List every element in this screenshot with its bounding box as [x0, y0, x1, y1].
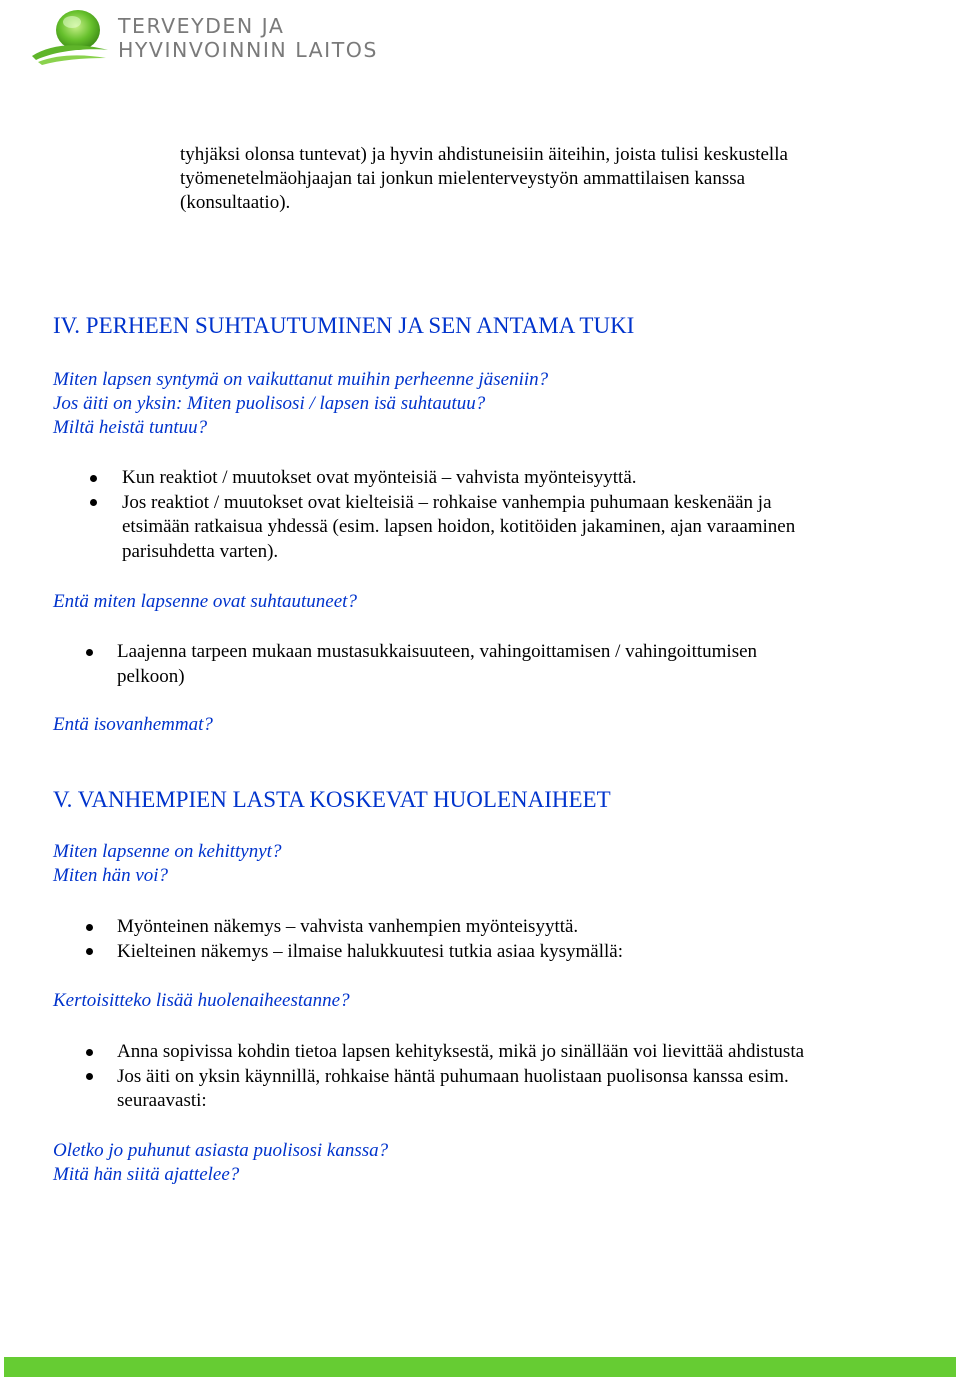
- bullet-icon: [86, 1049, 93, 1056]
- question: Kertoisitteko lisää huolenaiheestanne?: [53, 990, 350, 1011]
- bullet-icon: [86, 948, 93, 955]
- question: Jos äiti on yksin: Miten puolisosi / lapsen isä suhtautuu?: [53, 393, 486, 414]
- list-item: Jos reaktiot / muutokset ovat kielteisiä – rohkaise vanhempia puhumaan keskenään ja: [0, 491, 795, 516]
- list-item-continuation: etsimään ratkaisua yhdessä (esim. lapsen hoidon, kotitöiden jakaminen, ajan varaaminen: [122, 516, 796, 537]
- list-item: Jos äiti on yksin käynnillä, rohkaise häntä puhumaan huolistaan puolisonsa kanssa esim.: [0, 1065, 804, 1090]
- list-item: Anna sopivissa kohdin tietoa lapsen kehityksestä, mikä jo sinällään voi lievittää ahdistusta: [0, 1040, 804, 1065]
- list-item: Laajenna tarpeen mukaan mustasukkaisuuteen, vahingoittamisen / vahingoittumisen: [0, 640, 757, 665]
- question: Mitä hän siitä ajattelee?: [53, 1164, 240, 1185]
- bullet-icon: [86, 924, 93, 931]
- question: Entä miten lapsenne ovat suhtautuneet?: [53, 591, 357, 612]
- logo-text-line2: HYVINVOINNIN LAITOS: [118, 38, 378, 62]
- question: Miten lapsenne on kehittynyt?: [53, 841, 282, 862]
- intro-line: (konsultaatio).: [180, 192, 291, 213]
- list-item-continuation: parisuhdetta varten).: [122, 540, 279, 562]
- logo-leaf-icon: [28, 4, 124, 66]
- intro-line: työmenetelmäohjaajan tai jonkun mielenterveystyön ammattilaisen kanssa: [180, 168, 746, 189]
- footer-bar: [4, 1357, 956, 1377]
- bullet-list: [0, 640, 757, 689]
- section-heading-iv: IV. PERHEEN SUHTAUTUMINEN JA SEN ANTAMA TUKI: [53, 313, 635, 338]
- bullet-list: [0, 915, 623, 964]
- list-item: Myönteinen näkemys – vahvista vanhempien myönteisyyttä.: [0, 915, 623, 940]
- question: Miltä heistä tuntuu?: [53, 417, 208, 438]
- bullet-icon: [86, 1073, 93, 1080]
- list-item: Kun reaktiot / muutokset ovat myönteisiä – vahvista myönteisyyttä.: [0, 466, 795, 491]
- list-item: Kielteinen näkemys – ilmaise halukkuutesi tutkia asiaa kysymällä:: [0, 940, 623, 965]
- question: Miten lapsen syntymä on vaikuttanut muihin perheenne jäseniin?: [53, 369, 549, 390]
- bullet-list: [0, 1040, 804, 1114]
- question: Oletko jo puhunut asiasta puolisosi kanssa?: [53, 1140, 389, 1161]
- list-item-continuation: pelkoon): [117, 665, 185, 687]
- question: Entä isovanhemmat?: [53, 714, 213, 735]
- logo-text-line1: TERVEYDEN JA: [118, 14, 285, 38]
- intro-line: tyhjäksi olonsa tuntevat) ja hyvin ahdistuneisiin äiteihin, joista tulisi keskustella: [180, 144, 788, 165]
- list-item-continuation: seuraavasti:: [117, 1090, 207, 1111]
- bullet-icon: [86, 649, 93, 656]
- bullet-list: [0, 466, 795, 564]
- section-heading-v: V. VANHEMPIEN LASTA KOSKEVAT HUOLENAIHEET: [53, 787, 611, 812]
- thl-logo: [28, 4, 388, 66]
- question: Miten hän voi?: [53, 865, 169, 886]
- bullet-icon: [90, 499, 97, 506]
- bullet-icon: [90, 475, 97, 482]
